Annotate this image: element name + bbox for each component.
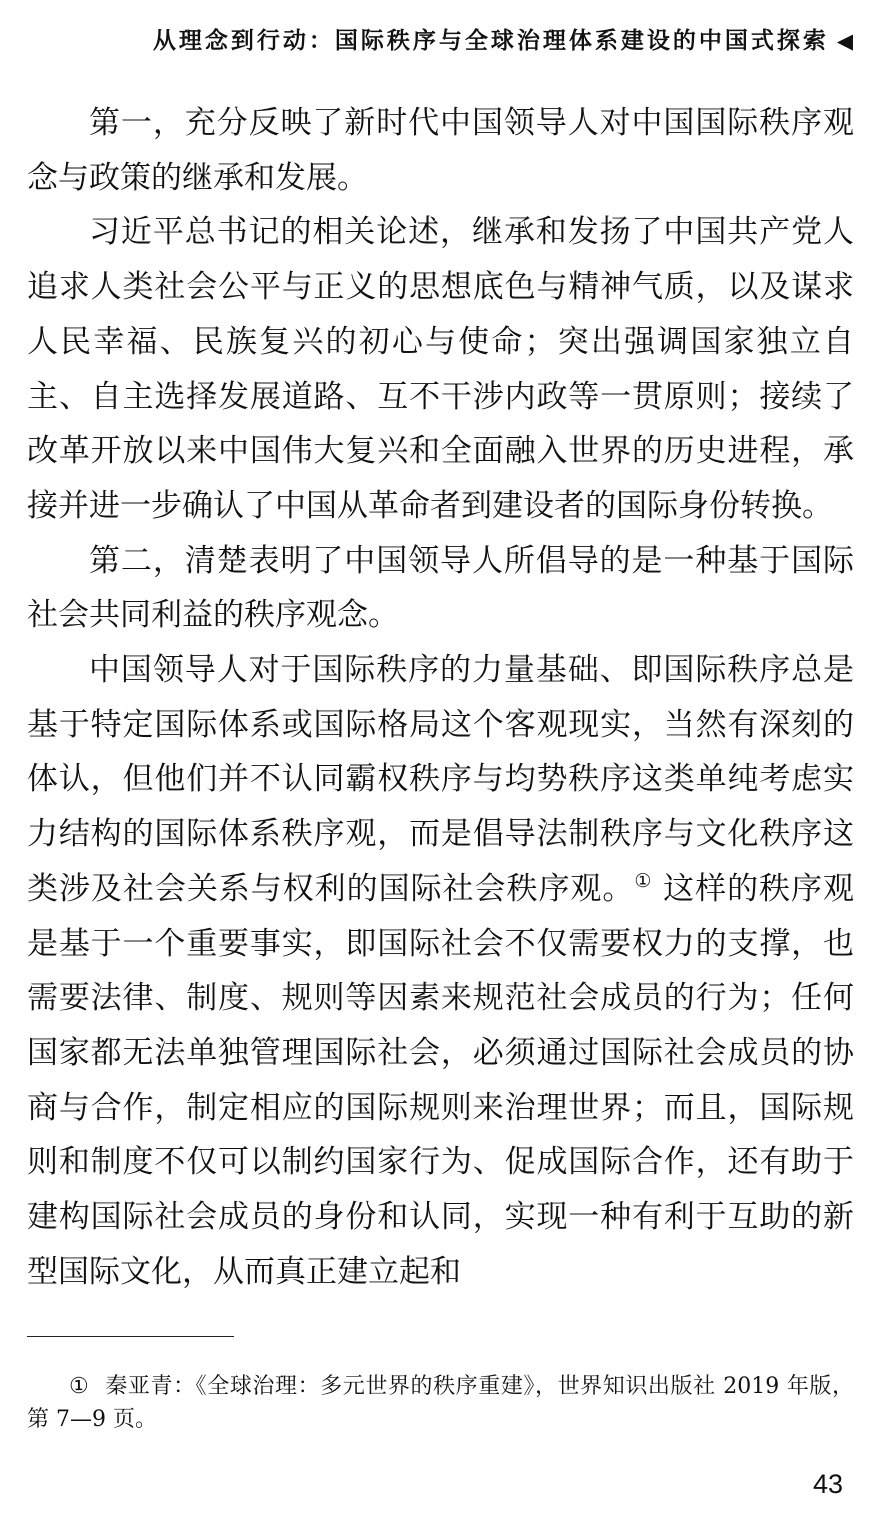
left-triangle-icon: ◀	[836, 29, 853, 53]
paragraph-4-text-before-note: 中国领导人对于国际秩序的力量基础、即国际秩序总是基于特定国际体系或国际格局这个客观现实，当然有深刻的体认，但他们并不认同霸权秩序与均势秩序这类单纯考虑实力结构的国际体系秩序观，而是倡导法制秩序与文化秩序这类涉及社会关系与权利的国际社会秩序观。	[27, 652, 854, 907]
footnote-reference-mark[interactable]: ①	[634, 869, 653, 892]
paragraph-3: 第二，清楚表明了中国领导人所倡导的是一种基于国际社会共同利益的秩序观念。	[27, 542, 854, 634]
paragraph-1: 第一，充分反映了新时代中国领导人对中国国际秩序观念与政策的继承和发展。	[27, 105, 854, 196]
footnote	[27, 1370, 854, 1436]
running-header	[28, 24, 853, 58]
footnote-number: ①	[69, 1374, 90, 1399]
page-number: 43	[812, 1469, 843, 1499]
paragraph-4	[27, 643, 854, 1299]
footnote-text: 秦亚青：《全球治理：多元世界的秩序重建》，世界知识出版社 2019 年版，第 7—9 页。	[27, 1374, 854, 1432]
running-header-title: 从理念到行动：国际秩序与全球治理体系建设的中国式探索	[152, 28, 829, 54]
paragraph-4-text-after-note: 这样的秩序观是基于一个重要事实，即国际社会不仅需要权力的支撑，也需要法律、制度、规则等因素来规范社会成员的行为；任何国家都无法单独管理国际社会，必须通过国际社会成员的协商与合作，制定相应的国际规则来治理世界；而且，国际规则和制度不仅可以制约国家行为、促成国际合作，还有助于建构国际社会成员的身份和认同，实现一种有利于互助的新型国际文化，从而真正建立起和	[27, 870, 854, 1290]
body-text	[27, 96, 854, 1299]
footnote-divider	[27, 1336, 234, 1337]
paragraph-2: 习近平总书记的相关论述，继承和发扬了中国共产党人追求人类社会公平与正义的思想底色与精神气质，以及谋求人民幸福、民族复兴的初心与使命；突出强调国家独立自主、自主选择发展道路、互不干涉内政等一贯原则；接续了改革开放以来中国伟大复兴和全面融入世界的历史进程，承接并进一步确认了中国从革命者到建设者的国际身份转换。	[27, 214, 854, 524]
